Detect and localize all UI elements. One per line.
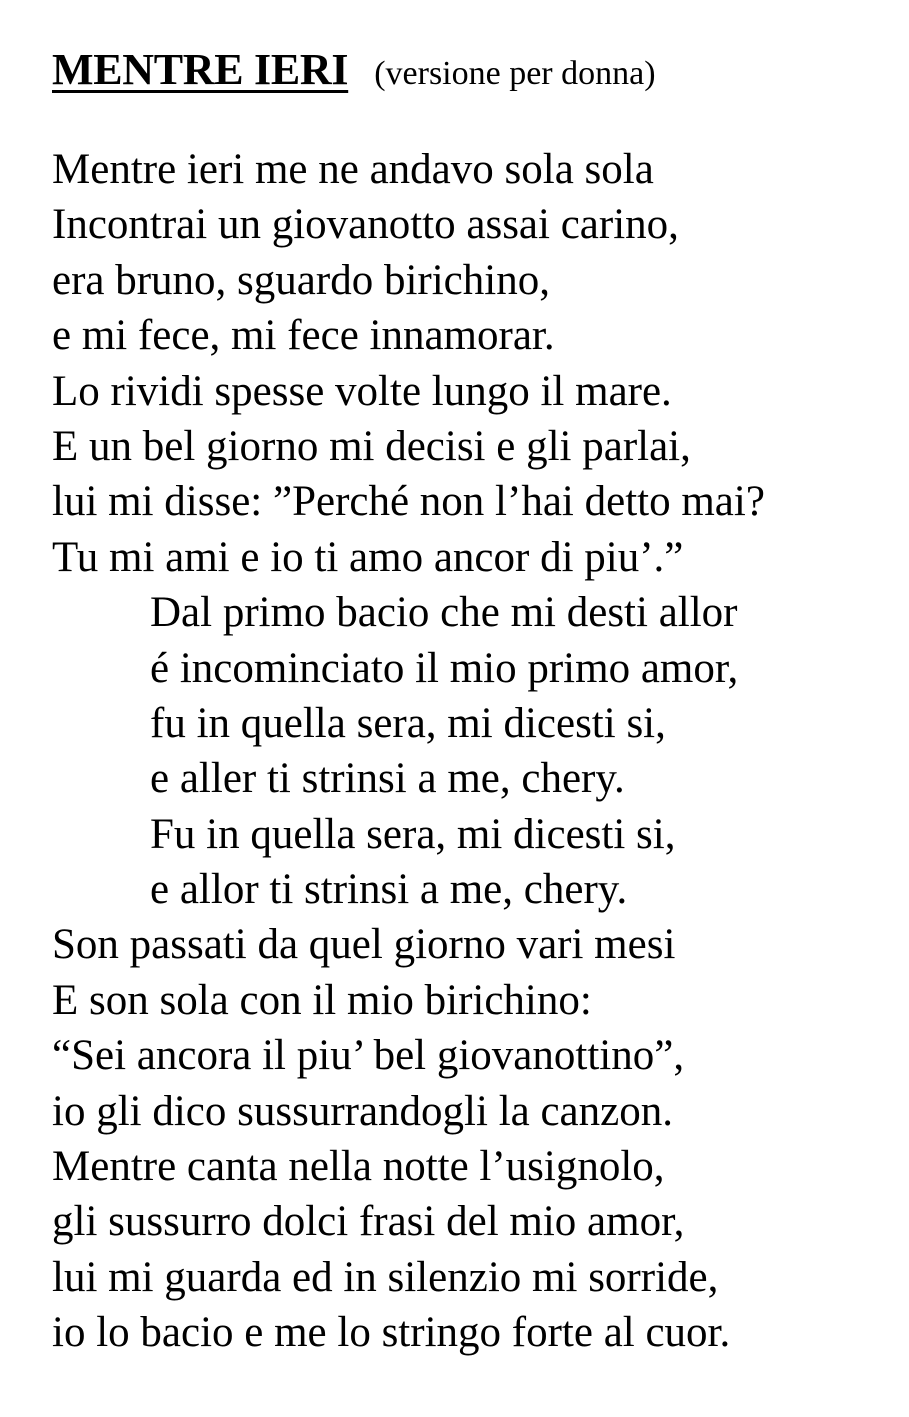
chorus-line: Dal primo bacio che mi desti allor [150,589,738,637]
lyric-line: lui mi disse: ”Perché non l’hai detto mai? [52,478,765,526]
lyric-line: era bruno, sguardo birichino, [52,256,550,304]
lyric-line: Mentre ieri me ne andavo sola sola [52,146,654,193]
chorus-line: é incominciato il mio primo amor, [150,644,739,692]
lyric-line: E un bel giorno mi decisi e gli parlai, [52,422,691,470]
lyric-line: Mentre canta nella notte l’usignolo, [52,1143,665,1191]
lyric-line: “Sei ancora il piu’ bel giovanottino”, [52,1032,685,1080]
chorus-line: Fu in quella sera, mi dicesti si, [150,810,676,858]
chorus-line: e allor ti strinsi a me, chery. [150,866,628,914]
song-subtitle: (versione per donna) [374,55,656,92]
chorus-line: e aller ti strinsi a me, chery. [150,755,625,803]
verse-2 [52,917,892,1360]
song-title: MENTRE IERI [52,45,349,94]
lyric-line: io gli dico sussurrandogli la canzon. [52,1087,673,1135]
lyric-line: Lo rividi spesse volte lungo il mare. [52,367,672,415]
lyric-line: E son sola con il mio birichino: [52,976,592,1024]
lyrics-page [52,44,892,1361]
lyric-line: Son passati da quel giorno vari mesi [52,921,676,969]
lyric-line: e mi fece, mi fece innamorar. [52,312,555,360]
chorus-line: fu in quella sera, mi dicesti si, [150,699,666,747]
verse-1 [52,142,892,585]
lyric-line: Incontrai un giovanotto assai carino, [52,201,679,249]
chorus [52,585,892,917]
lyric-line: Tu mi ami e io ti amo ancor di piu’.” [52,533,684,581]
lyrics-body [52,142,892,1361]
lyric-line: lui mi guarda ed in silenzio mi sorride, [52,1253,719,1301]
title-row [52,44,892,104]
lyric-line: gli sussurro dolci frasi del mio amor, [52,1198,685,1246]
lyric-line: io lo bacio e me lo stringo forte al cuor. [52,1309,731,1357]
